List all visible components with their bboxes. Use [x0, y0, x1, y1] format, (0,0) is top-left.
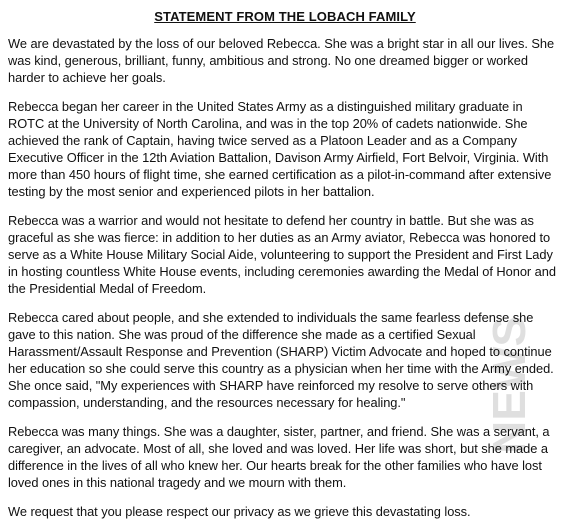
paragraph-3: Rebecca was a warrior and would not hesitate to defend her country in battle. But she was as graceful as she was fierce: in addition to her duties as an Army aviator, Rebecca was honored to serve as a White House Military Social Aide, volunteering to support the President and First Lady in hosting countless White House events, including ceremonies awarding the Medal of Honor and the Presidential Medal of Freedom.	[8, 213, 556, 296]
paragraph-1: We are devastated by the loss of our beloved Rebecca. She was a bright star in all our lives. She was kind, generous, brilliant, funny, ambitious and strong. No one dreamed bigger or worked harder to achieve her goals.	[8, 36, 555, 85]
paragraph-5: Rebecca was many things. She was a daughter, sister, partner, and friend. She was a servant, a caregiver, an advocate. Most of all, she loved and was loved. Her life was short, but she made a difference in the lives of all who knew her. Our hearts break for the other families who have lost loved ones in this national tragedy and we mourn with them.	[8, 424, 550, 490]
statement-title: STATEMENT FROM THE LOBACH FAMILY	[154, 9, 416, 24]
paragraph-6: We request that you please respect our privacy as we grieve this devastating loss.	[8, 504, 471, 519]
paragraph-2: Rebecca began her career in the United States Army as a distinguished military graduate in ROTC at the University of North Carolina, and was in the top 20% of cadets nationwide. She achieved the rank of Captain, having twice served as a Platoon Leader and as a Company Executive Officer in the 12th Aviation Battalion, Davison Army Airfield, Fort Belvoir, Virginia. With more than 450 hours of flight time, she earned certification as a pilot-in-command after extensive testing by the most senior and experienced pilots in her battalion.	[8, 99, 552, 199]
paragraph-4: Rebecca cared about people, and she extended to individuals the same fearless defense she gave to this nation. She was proud of the difference she made as a certified Sexual Harassment/Assault Response and Prevention (SHARP) Victim Advocate and hoped to continue her education so she could serve this country as a physician when her time with the Army ended. She once said, "My experiences with SHARP have reinforced my resolve to serve others with compassion, understanding, and the resources necessary for healing."	[8, 310, 554, 410]
svg-text:NEWS: NEWS	[483, 316, 535, 454]
